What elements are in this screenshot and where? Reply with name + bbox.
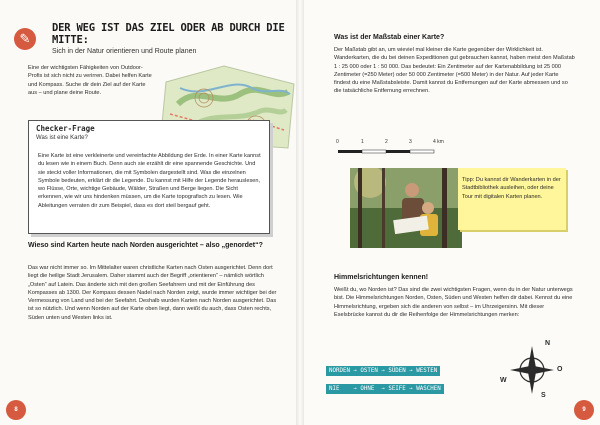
- section-body-north: Das war nicht immer so. Im Mittelalter waren christliche Karten nach Osten ausgerichtet. Denn dort liegt die heilige Stadt Jerusalem. Daher stammt auch der Begriff „orientieren“ – nämlich wörtlich „Osten“ auf Latein. Das änderte sich mit den großen Seefahrern und mit der Einführung des Kompasses ab 1300. Der Kompass dessen Nadel nach Norden zeigt, wurde immer wichtiger bei der Vermessung von Land und bei der Seefahrt. Deshalb wurden Karten nach Norden ausgerichtet. Das ist so nützlich. Und wenn Norden auf der Karte oben liegt, dann weißt du auch, dass Osten rechts, Süden unten und Westen links ist.: [28, 265, 277, 321]
- scale-label: 1: [361, 139, 364, 145]
- page-number-badge-left: [6, 400, 26, 420]
- compass-label-south: S: [541, 392, 546, 398]
- page-title: DER WEG IST DAS ZIEL ODER AB DURCH DIE MITTE:: [52, 22, 285, 46]
- intro-text: Eine der wichtigsten Fähigkeiten von Outdoor-Profis ist sich nicht zu verirren. Dabei helfen Karte und Kompass. Suche dir dein Ziel auf der Karte aus – und plane deine Route.: [28, 65, 152, 96]
- tip-text: Tipp: Du kannst dir Wanderkarten in der Stadtbibliothek ausleihen, oder deine Tour mit digitalen Karten planen.: [462, 177, 561, 200]
- pencil-icon: ✎: [14, 28, 36, 50]
- section-heading-directions: Himmelsrichtungen kennen!: [334, 274, 429, 281]
- quiz-question: Was ist eine Karte?: [36, 135, 88, 141]
- page-number-left: 8: [14, 407, 18, 413]
- section-body-directions: Weißt du, wo Norden ist? Das sind die zwei wichtigsten Fragen, wenn du in der Natur unterwegs bist. Die Himmelsrichtungen Norden, Osten, Süden und Westen helfen dir dabei. Kennst du eine Himmelsrichtung, ergeben sich die anderen von selbst – im Uhrzeigersinn. Mit dieser Eselsbrücke kannst du dir die Reihenfolge der Himmelsrichtungen merken:: [334, 287, 573, 318]
- quiz-title: Checker-Frage: [36, 124, 95, 133]
- mnemonic-row-directions: NORDEN → OSTEN → SÜDEN → WESTEN: [326, 366, 440, 376]
- mnemonic-box: [326, 359, 466, 392]
- scale-bar: [336, 148, 456, 160]
- quiz-answer: Eine Karte ist eine verkleinerte und vereinfachte Abbildung der Erde. In einer Karte kannst du lesen wie in einem Buch. Denn auch sie erzählt dir eine spannende Geschichte. Und sie steckt voller Informationen, die mit Symbolen dargestellt sind. Was die einzelnen Symbole bedeuten, erklärt dir die Legende. Du kannst mit Hilfe der Legende herauslesen, wo Flüsse, Orte, wichtige Gebäude, Wälder, Straßen und Berge liegen. Die Sicht erkennen, wie wir uns hindenken müssen, um die Karte topografisch zu lesen. Wie Ableitungen verraten dir zum Beispiel, dass es dort steil bergauf geht.: [38, 153, 261, 209]
- scale-label: 2: [385, 139, 388, 145]
- page-subtitle: Sich in der Natur orientieren und Route planen: [52, 48, 197, 55]
- compass-rose-icon: [500, 338, 564, 398]
- compass-label-east: O: [557, 366, 563, 373]
- scale-label: 4 km: [433, 139, 444, 145]
- page-number-right: 9: [582, 407, 586, 413]
- compass-label-west: W: [500, 377, 507, 384]
- page-number-badge-right: [574, 400, 594, 420]
- mnemonic-row-phrase: NIE → OHNE → SEIFE → WASCHEN: [326, 384, 444, 394]
- compass-label-north: N: [545, 340, 551, 347]
- scale-label: 0: [336, 139, 339, 145]
- scale-label: 3: [409, 139, 412, 145]
- section-body-scale: Der Maßstab gibt an, um wieviel mal kleiner die Karte gegenüber der Wirklichkeit ist. Wanderkarten, die du bei deinen Expeditionen gut gebrauchen kannst, haben meist den Maßstab 1 : 25 000 oder 1 : 50 000. Das bedeutet: Ein Zentimeter auf der Kartenabbildung ist 25 000 Zentimeter (=250 Meter) oder 50 000 Zentimeter (=500 Meter) in der Natur. Auf jeder Karte findest du eine Maßstabsleiste. Damit kannst du Entfernungen auf der Karte abmessen und so die tatsächliche Entfernung errechnen.: [334, 47, 575, 95]
- hikers-photo: [350, 168, 462, 248]
- section-heading-scale: Was ist der Maßstab einer Karte?: [334, 34, 445, 41]
- section-heading-north: Wieso sind Karten heute nach Norden ausgerichtet – also „genordet“?: [28, 242, 263, 249]
